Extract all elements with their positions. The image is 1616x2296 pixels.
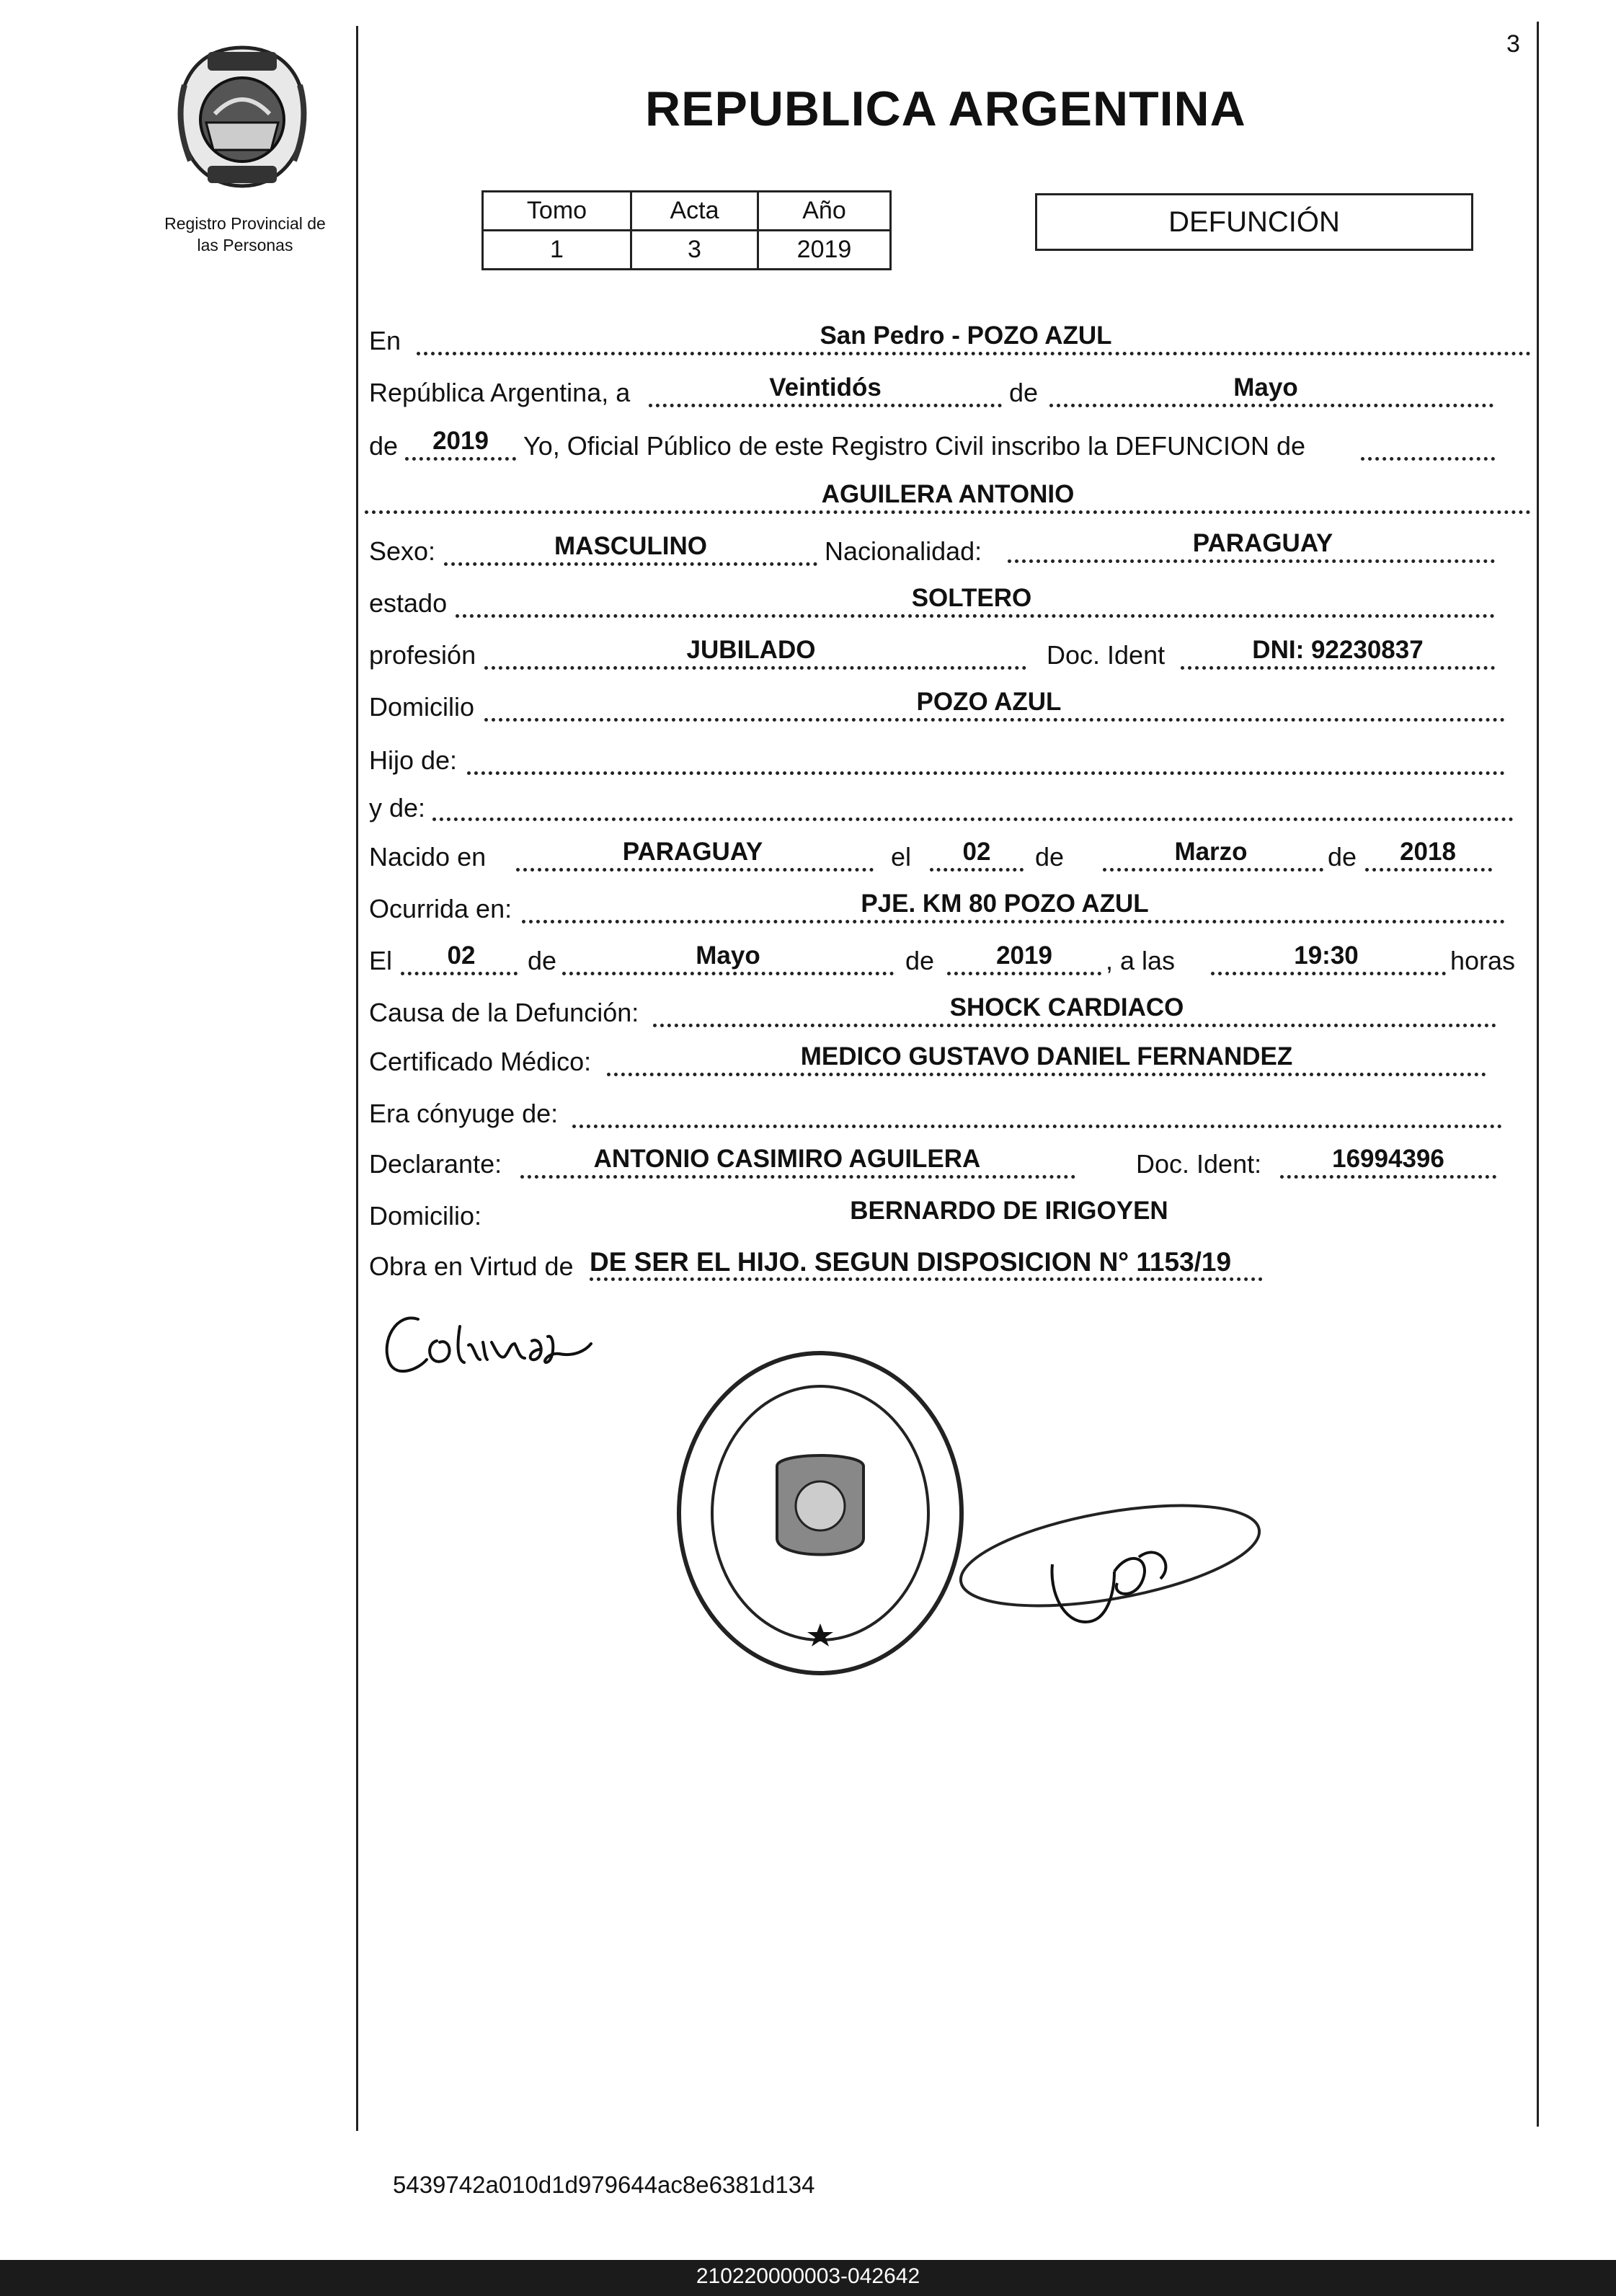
obra-dotted-line [590, 1277, 1263, 1281]
document-id: 210220000003-042642 [696, 2264, 920, 2288]
record-value-tomo: 1 [483, 231, 631, 270]
de-label-1: de [1009, 378, 1039, 407]
death-year-dotted-line [947, 972, 1101, 975]
en-value: San Pedro - POZO AZUL [820, 322, 1112, 350]
profesion-value: JUBILADO [686, 636, 816, 664]
obra-label: Obra en Virtud de [369, 1251, 574, 1281]
page-title: REPUBLICA ARGENTINA [645, 81, 1246, 136]
el-label-1: el [891, 842, 912, 872]
profesion-label: profesión [369, 640, 476, 670]
right-margin-rule [1537, 22, 1539, 2127]
ocurrida-label: Ocurrida en: [369, 894, 512, 923]
doc-ident-value: DNI: 92230837 [1252, 636, 1424, 664]
declarante-label: Declarante: [369, 1149, 502, 1179]
conyuge-label: Era cónyuge de: [369, 1099, 559, 1128]
hijo-label: Hijo de: [369, 745, 458, 775]
record-value-acta: 3 [631, 231, 758, 270]
nacido-value: PARAGUAY [622, 838, 763, 866]
death-month-dotted-line [562, 972, 894, 975]
page-number: 3 [1506, 30, 1520, 58]
doc-ident2-value: 16994396 [1332, 1145, 1444, 1173]
causa-label: Causa de la Defunción: [369, 998, 639, 1027]
day-words-value: Veintidós [769, 373, 882, 402]
obra-value: DE SER EL HIJO. SEGUN DISPOSICION N° 1153/19 [590, 1247, 1232, 1277]
certificado-label: Certificado Médico: [369, 1047, 592, 1076]
domicilio-dotted-line [484, 718, 1505, 722]
nacionalidad-label: Nacionalidad: [825, 536, 982, 566]
domicilio-label: Domicilio [369, 692, 475, 722]
doc-ident2-label: Doc. Ident: [1136, 1149, 1262, 1179]
certificado-value: MEDICO GUSTAVO DANIEL FERNANDEZ [800, 1042, 1293, 1071]
sexo-label: Sexo: [369, 536, 436, 566]
doc-ident-label: Doc. Ident [1047, 640, 1166, 670]
inscribe-text: Yo, Oficial Público de este Registro Civil inscribo la DEFUNCION de [523, 431, 1306, 461]
declarante-dotted-line [520, 1175, 1075, 1179]
deceased-name-dotted-line [365, 510, 1531, 514]
nacido-dotted-line [516, 868, 874, 872]
nacionalidad-dotted-line [1008, 559, 1495, 563]
domicilio2-label: Domicilio: [369, 1201, 482, 1231]
birth-month-value: Marzo [1174, 838, 1248, 866]
birth-year-value: 2018 [1400, 838, 1456, 866]
profesion-dotted-line [484, 666, 1026, 670]
record-type-box: DEFUNCIÓN [1035, 193, 1473, 251]
death-time-dotted-line [1211, 972, 1446, 975]
registry-caption-line1: Registro Provincial de [164, 214, 326, 233]
death-month-value: Mayo [696, 941, 760, 970]
doc-ident-dotted-line [1181, 666, 1495, 670]
horas-label: horas [1450, 946, 1516, 975]
el-label-2: El [369, 946, 393, 975]
de-label-3: de [1035, 842, 1065, 872]
de-label-4: de [1328, 842, 1357, 872]
a-las-label: , a las [1106, 946, 1176, 975]
domicilio-value: POZO AZUL [916, 688, 1062, 716]
death-time-value: 19:30 [1294, 941, 1359, 970]
official-stamp-icon [923, 1442, 1269, 1651]
hijo-dotted-line [467, 771, 1505, 775]
record-header-tomo: Tomo [483, 192, 631, 231]
birth-day-value: 02 [962, 838, 991, 866]
registry-caption-line2: las Personas [197, 236, 293, 254]
record-table [481, 190, 892, 270]
death-year-value: 2019 [996, 941, 1052, 970]
conyuge-dotted-line [572, 1125, 1502, 1128]
de-label-6: de [905, 946, 935, 975]
sexo-value: MASCULINO [554, 532, 707, 560]
month-dotted-line [1049, 404, 1493, 407]
document-hash: 5439742a010d1d979644ac8e6381d134 [393, 2171, 815, 2198]
birth-month-dotted-line [1103, 868, 1323, 872]
causa-value: SHOCK CARDIACO [949, 993, 1184, 1021]
death-day-dotted-line [401, 972, 518, 975]
en-dotted-line [417, 352, 1531, 355]
province-seal-icon [170, 42, 314, 193]
de-label-2: de [369, 431, 399, 461]
declarant-signature-icon [375, 1290, 634, 1384]
record-value-anio: 2019 [758, 231, 891, 270]
inscribe-dotted-line [1361, 457, 1495, 461]
deceased-name-value: AGUILERA ANTONIO [821, 480, 1075, 508]
estado-value: SOLTERO [911, 584, 1032, 612]
birth-day-dotted-line [930, 868, 1024, 872]
nacionalidad-value: PARAGUAY [1192, 529, 1333, 557]
ocurrida-value: PJE. KM 80 POZO AZUL [861, 890, 1149, 918]
certificado-dotted-line [607, 1073, 1486, 1076]
nacido-label: Nacido en [369, 842, 487, 872]
record-header-anio: Año [758, 192, 891, 231]
republica-label: República Argentina, a [369, 378, 631, 407]
declarante-value: ANTONIO CASIMIRO AGUILERA [593, 1145, 981, 1173]
record-header-acta: Acta [631, 192, 758, 231]
registry-caption [137, 213, 353, 256]
estado-label: estado [369, 588, 448, 618]
doc-ident2-dotted-line [1280, 1175, 1496, 1179]
domicilio2-value: BERNARDO DE IRIGOYEN [850, 1197, 1168, 1225]
en-label: En [369, 326, 401, 355]
year-dotted-line [405, 457, 516, 461]
ocurrida-dotted-line [522, 920, 1505, 923]
year-value: 2019 [432, 427, 489, 455]
day-dotted-line [649, 404, 1002, 407]
sexo-dotted-line [444, 562, 817, 566]
month-value: Mayo [1233, 373, 1298, 402]
death-day-value: 02 [447, 941, 476, 970]
y-de-dotted-line [432, 817, 1514, 821]
y-de-label: y de: [369, 793, 426, 823]
de-label-5: de [528, 946, 557, 975]
causa-dotted-line [653, 1024, 1496, 1027]
birth-year-dotted-line [1365, 868, 1492, 872]
estado-dotted-line [456, 614, 1495, 618]
record-table-header-row [483, 192, 891, 231]
left-margin-rule [356, 26, 358, 2131]
record-table-value-row [483, 231, 891, 270]
